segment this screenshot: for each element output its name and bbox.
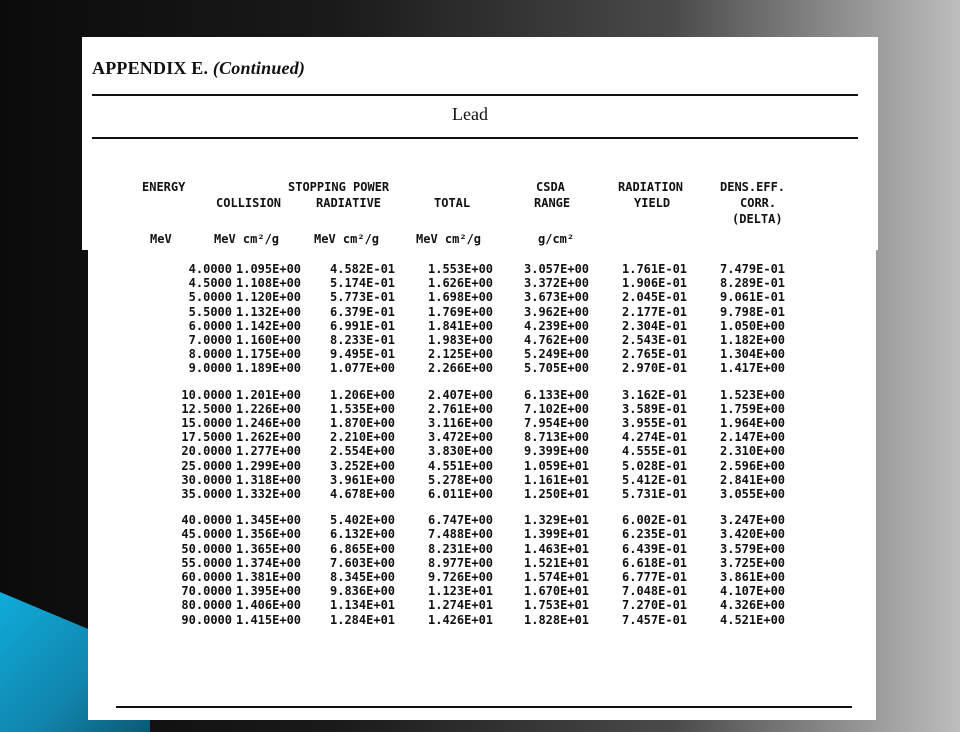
cell-density-correction: 1.417E+00 (720, 361, 786, 376)
cell-energy: 4.5000 (188, 276, 232, 291)
cell-density-correction: 4.521E+00 (720, 612, 786, 627)
cell-csda-range: 3.057E+00 (524, 262, 590, 276)
cell-radiative: 8.233E-01 (330, 333, 396, 347)
cell-density-correction: 1.050E+00 (720, 318, 786, 333)
cell-density-correction: 4.326E+00 (720, 598, 786, 613)
cell-radiative: 9.836E+00 (330, 584, 396, 599)
cell-csda-range: 5.249E+00 (524, 347, 590, 362)
cell-radiation-yield: 4.274E-01 (622, 430, 688, 445)
cell-radiative: 4.582E-01 (330, 262, 396, 276)
cell-density-correction: 3.861E+00 (720, 570, 786, 584)
cell-radiative: 1.077E+00 (330, 361, 396, 376)
cell-csda-range: 1.399E+01 (524, 527, 590, 542)
cell-density-correction: 9.061E-01 (720, 290, 786, 305)
cell-total: 2.125E+00 (428, 347, 494, 362)
cell-energy: 70.0000 (181, 584, 232, 599)
cell-csda-range: 3.372E+00 (524, 276, 590, 291)
cell-radiative: 1.535E+00 (330, 401, 396, 416)
cell-total: 3.472E+00 (428, 430, 494, 445)
cell-csda-range: 1.250E+01 (524, 487, 590, 501)
cell-radiative: 1.134E+01 (330, 598, 396, 613)
cell-energy: 45.0000 (181, 527, 232, 542)
cell-collision: 1.381E+00 (236, 570, 302, 584)
cell-energy: 40.0000 (181, 513, 232, 528)
cell-density-correction: 3.579E+00 (720, 541, 786, 556)
appendix-continued: (Continued) (212, 58, 306, 78)
cell-radiative: 6.379E-01 (330, 304, 396, 319)
cell-csda-range: 1.574E+01 (524, 570, 590, 584)
cell-radiation-yield: 6.777E-01 (622, 570, 688, 584)
cell-csda-range: 3.962E+00 (524, 304, 590, 319)
cell-collision: 1.175E+00 (236, 347, 302, 362)
appendix-title (92, 58, 305, 79)
cell-radiative: 6.865E+00 (330, 541, 396, 556)
col-stopping-power-head: STOPPING POWER (288, 180, 390, 194)
cell-total: 6.747E+00 (428, 513, 494, 528)
cell-density-correction: 7.479E-01 (720, 262, 786, 276)
cell-csda-range: 7.954E+00 (524, 416, 590, 430)
cell-density-correction: 1.182E+00 (720, 333, 786, 347)
cell-energy: 25.0000 (181, 458, 232, 473)
cell-total: 1.983E+00 (428, 333, 494, 347)
cell-radiation-yield: 2.045E-01 (622, 290, 688, 305)
cell-csda-range: 1.329E+01 (524, 513, 590, 528)
cell-energy: 20.0000 (181, 444, 232, 459)
cell-collision: 1.277E+00 (236, 444, 302, 459)
cell-total: 1.553E+00 (428, 262, 494, 276)
cell-collision: 1.226E+00 (236, 401, 302, 416)
cell-density-correction: 1.523E+00 (720, 387, 786, 402)
cell-csda-range: 3.673E+00 (524, 290, 590, 305)
cell-collision: 1.415E+00 (236, 612, 302, 627)
cell-collision: 1.189E+00 (236, 361, 302, 376)
cell-total: 4.551E+00 (428, 458, 494, 473)
cell-radiation-yield: 6.235E-01 (622, 527, 688, 542)
appendix-label: APPENDIX E. (92, 58, 209, 78)
cell-radiative: 5.174E-01 (330, 276, 396, 291)
cell-density-correction: 1.964E+00 (720, 416, 786, 430)
cell-radiation-yield: 1.906E-01 (622, 276, 688, 291)
cell-total: 1.841E+00 (428, 318, 494, 333)
cell-radiative: 2.554E+00 (330, 444, 396, 459)
cell-energy: 55.0000 (181, 555, 232, 570)
unit-radiative: MeV cm²/g (314, 232, 380, 246)
cell-energy: 8.0000 (188, 347, 232, 362)
cell-total: 1.274E+01 (428, 598, 494, 613)
cell-total: 8.977E+00 (428, 555, 494, 570)
cell-radiative: 3.961E+00 (330, 472, 396, 487)
cell-radiative: 9.495E-01 (330, 347, 396, 362)
cell-radiation-yield: 5.028E-01 (622, 458, 688, 473)
cell-collision: 1.132E+00 (236, 304, 302, 319)
cell-csda-range: 1.828E+01 (524, 612, 590, 627)
cell-collision: 1.095E+00 (236, 262, 302, 276)
cell-energy: 6.0000 (188, 318, 232, 333)
cell-density-correction: 3.055E+00 (720, 487, 786, 501)
unit-energy: MeV (150, 232, 172, 246)
cell-radiation-yield: 2.543E-01 (622, 333, 688, 347)
cell-density-correction: 4.107E+00 (720, 584, 786, 599)
cell-total: 2.407E+00 (428, 387, 494, 402)
cell-csda-range: 4.239E+00 (524, 318, 590, 333)
cell-radiation-yield: 7.457E-01 (622, 612, 688, 627)
cell-energy: 9.0000 (188, 361, 232, 376)
cell-energy: 90.0000 (181, 612, 232, 627)
cell-density-correction: 2.596E+00 (720, 458, 786, 473)
cell-radiative: 1.284E+01 (330, 612, 396, 627)
cell-radiation-yield: 2.970E-01 (622, 361, 688, 376)
cell-energy: 30.0000 (181, 472, 232, 487)
cell-collision: 1.374E+00 (236, 555, 302, 570)
col-radiation-head-1: RADIATION (618, 180, 684, 194)
cell-collision: 1.160E+00 (236, 333, 302, 347)
col-csda-head-2: RANGE (534, 196, 571, 210)
cell-radiation-yield: 7.048E-01 (622, 584, 688, 599)
cell-csda-range: 5.705E+00 (524, 361, 590, 376)
cell-total: 6.011E+00 (428, 487, 494, 501)
cell-total: 9.726E+00 (428, 570, 494, 584)
cell-energy: 50.0000 (181, 541, 232, 556)
unit-total: MeV cm²/g (416, 232, 482, 246)
unit-collision: MeV cm²/g (214, 232, 280, 246)
cell-radiation-yield: 5.731E-01 (622, 487, 688, 501)
cell-radiative: 4.678E+00 (330, 487, 396, 501)
cell-collision: 1.345E+00 (236, 513, 302, 528)
cell-radiative: 7.603E+00 (330, 555, 396, 570)
cell-collision: 1.318E+00 (236, 472, 302, 487)
cell-energy: 35.0000 (181, 487, 232, 501)
cell-collision: 1.201E+00 (236, 387, 302, 402)
cell-csda-range: 8.713E+00 (524, 430, 590, 445)
cell-total: 7.488E+00 (428, 527, 494, 542)
cell-energy: 5.0000 (188, 290, 232, 305)
cell-density-correction: 1.759E+00 (720, 401, 786, 416)
col-dens-head-1: DENS.EFF. (720, 180, 786, 194)
cell-radiation-yield: 3.162E-01 (622, 387, 688, 402)
cell-energy: 15.0000 (181, 416, 232, 430)
cell-total: 2.266E+00 (428, 361, 494, 376)
col-radiation-head-2: YIELD (634, 196, 671, 210)
material-name: Lead (452, 104, 488, 124)
cell-total: 1.626E+00 (428, 276, 494, 291)
cell-radiation-yield: 4.555E-01 (622, 444, 688, 459)
cell-csda-range: 9.399E+00 (524, 444, 590, 459)
cell-radiation-yield: 5.412E-01 (622, 472, 688, 487)
cell-density-correction: 9.798E-01 (720, 304, 786, 319)
cell-collision: 1.299E+00 (236, 458, 302, 473)
cell-radiation-yield: 6.002E-01 (622, 513, 688, 528)
cell-energy: 5.5000 (188, 304, 232, 319)
cell-csda-range: 4.762E+00 (524, 333, 590, 347)
cell-total: 1.769E+00 (428, 304, 494, 319)
cell-energy: 60.0000 (181, 570, 232, 584)
cell-collision: 1.262E+00 (236, 430, 302, 445)
cell-collision: 1.142E+00 (236, 318, 302, 333)
cell-csda-range: 1.463E+01 (524, 541, 590, 556)
bottom-rule (116, 706, 852, 708)
cell-csda-range: 1.753E+01 (524, 598, 590, 613)
cell-total: 3.116E+00 (428, 416, 494, 430)
cell-density-correction: 3.420E+00 (720, 527, 786, 542)
cell-density-correction: 3.725E+00 (720, 555, 786, 570)
cell-csda-range: 1.161E+01 (524, 472, 590, 487)
col-dens-head-3: (DELTA) (732, 212, 783, 226)
cell-total: 1.123E+01 (428, 584, 494, 599)
cell-radiative: 5.773E-01 (330, 290, 396, 305)
cell-radiative: 5.402E+00 (330, 513, 396, 528)
cell-radiative: 2.210E+00 (330, 430, 396, 445)
cell-energy: 12.5000 (181, 401, 232, 416)
cell-energy: 7.0000 (188, 333, 232, 347)
cell-radiative: 1.206E+00 (330, 387, 396, 402)
cell-density-correction: 2.147E+00 (720, 430, 786, 445)
cell-radiative: 3.252E+00 (330, 458, 396, 473)
cell-collision: 1.120E+00 (236, 290, 302, 305)
cell-density-correction: 2.841E+00 (720, 472, 786, 487)
cell-radiation-yield: 1.761E-01 (622, 262, 688, 276)
cell-radiative: 6.991E-01 (330, 318, 396, 333)
cell-collision: 1.246E+00 (236, 416, 302, 430)
cell-total: 8.231E+00 (428, 541, 494, 556)
cell-radiative: 6.132E+00 (330, 527, 396, 542)
cell-collision: 1.108E+00 (236, 276, 302, 291)
cell-radiation-yield: 2.765E-01 (622, 347, 688, 362)
cell-collision: 1.332E+00 (236, 487, 302, 501)
cell-csda-range: 1.670E+01 (524, 584, 590, 599)
col-energy-head: ENERGY (142, 180, 186, 194)
cell-radiation-yield: 7.270E-01 (622, 598, 688, 613)
cell-density-correction: 3.247E+00 (720, 513, 786, 528)
cell-total: 2.761E+00 (428, 401, 494, 416)
col-total-head: TOTAL (434, 196, 471, 210)
cell-total: 5.278E+00 (428, 472, 494, 487)
cell-csda-range: 7.102E+00 (524, 401, 590, 416)
cell-density-correction: 2.310E+00 (720, 444, 786, 459)
top-rule (92, 94, 858, 96)
col-collision-head: COLLISION (216, 196, 282, 210)
cell-energy: 4.0000 (188, 262, 232, 276)
col-dens-head-2: CORR. (740, 196, 777, 210)
cell-total: 3.830E+00 (428, 444, 494, 459)
cell-collision: 1.406E+00 (236, 598, 302, 613)
col-radiative-head: RADIATIVE (316, 196, 382, 210)
cell-total: 1.698E+00 (428, 290, 494, 305)
cell-radiative: 8.345E+00 (330, 570, 396, 584)
cell-radiation-yield: 6.618E-01 (622, 555, 688, 570)
cell-radiation-yield: 3.589E-01 (622, 401, 688, 416)
cell-csda-range: 1.059E+01 (524, 458, 590, 473)
cell-energy: 17.5000 (181, 430, 232, 445)
cell-density-correction: 1.304E+00 (720, 347, 786, 362)
cell-radiation-yield: 6.439E-01 (622, 541, 688, 556)
cell-radiation-yield: 3.955E-01 (622, 416, 688, 430)
unit-csda: g/cm² (538, 232, 575, 246)
cell-collision: 1.356E+00 (236, 527, 302, 542)
material-rule (92, 137, 858, 139)
cell-csda-range: 6.133E+00 (524, 387, 590, 402)
cell-density-correction: 8.289E-01 (720, 276, 786, 291)
col-csda-head-1: CSDA (536, 180, 565, 194)
cell-radiative: 1.870E+00 (330, 416, 396, 430)
cell-energy: 10.0000 (181, 387, 232, 402)
cell-energy: 80.0000 (181, 598, 232, 613)
cell-radiation-yield: 2.304E-01 (622, 318, 688, 333)
cell-radiation-yield: 2.177E-01 (622, 304, 688, 319)
cell-total: 1.426E+01 (428, 612, 494, 627)
cell-collision: 1.395E+00 (236, 584, 302, 599)
cell-csda-range: 1.521E+01 (524, 555, 590, 570)
cell-collision: 1.365E+00 (236, 541, 302, 556)
